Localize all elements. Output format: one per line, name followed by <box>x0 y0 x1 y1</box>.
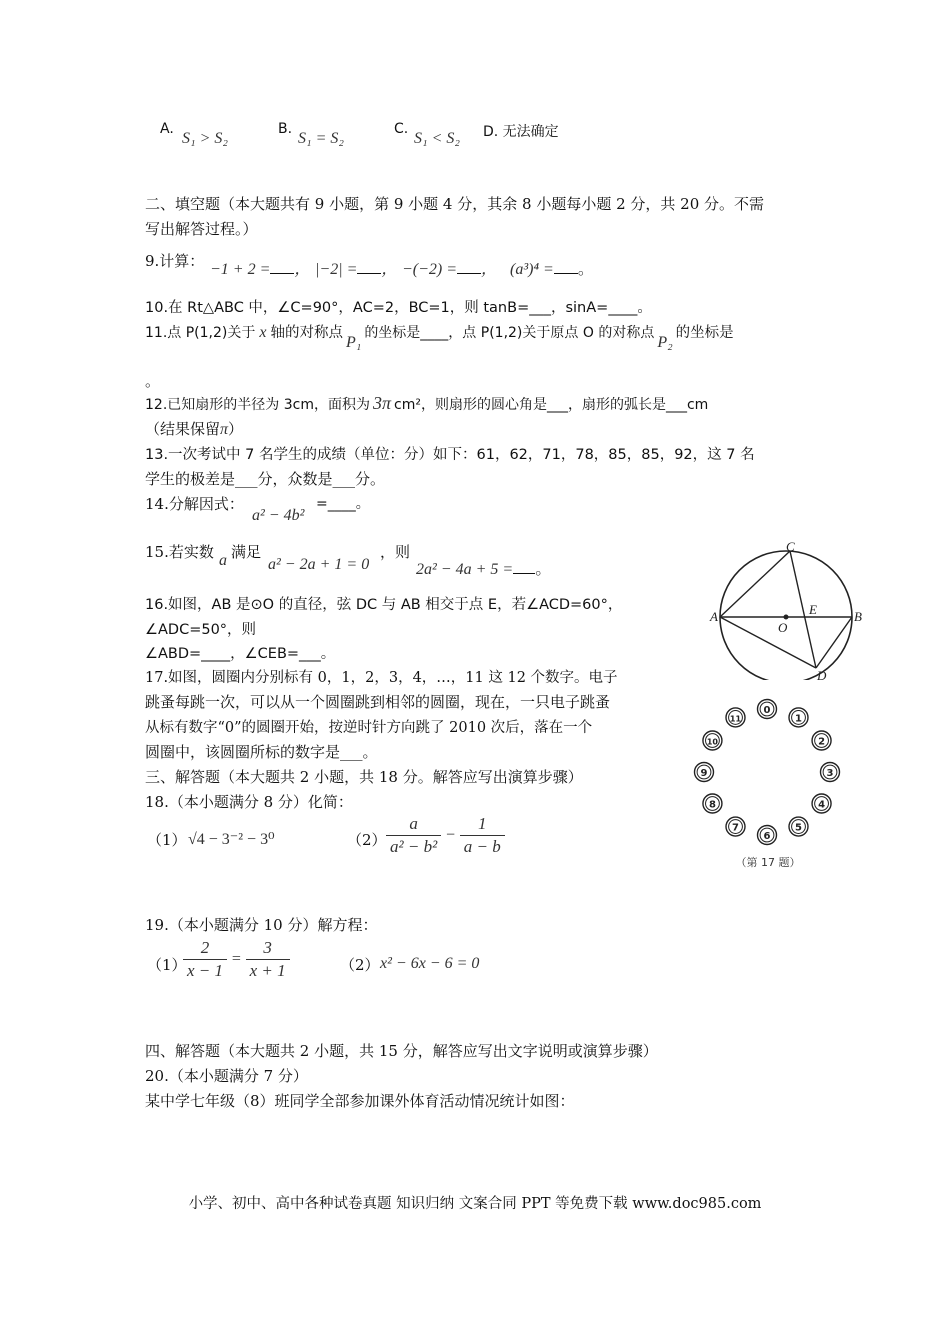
q16-line2: ∠ADC=50°，则 <box>145 622 257 638</box>
label-b: B <box>854 609 862 624</box>
q9-expr4: (a³)⁴ = 。 <box>510 261 594 278</box>
ring-circle-11 <box>726 708 745 727</box>
ring-number-1: 1 <box>795 713 802 725</box>
ring-circle-4 <box>812 794 831 813</box>
q12-line2: （结果保留π） <box>145 420 244 438</box>
option-c-label: C. <box>394 121 409 137</box>
q17-line2: 跳蚤每跳一次，可以从一个圆圈跳到相邻的圆圈，现在，一只电子跳蚤 <box>145 693 611 711</box>
q20-text: 某中学七年级（8）班同学全部参加课外体育活动情况统计如图： <box>145 1092 575 1110</box>
q9-expr2: |−2| = ， <box>315 261 398 278</box>
ring-number-11: 11 <box>729 714 742 724</box>
q19-title: 19.（本小题满分 10 分）解方程： <box>145 916 378 934</box>
option-b-label: B. <box>278 121 293 137</box>
ring-circle-2 <box>812 731 831 750</box>
figure-17-caption: （第 17 题） <box>735 856 801 869</box>
ring-number-7: 7 <box>732 822 739 834</box>
chord-ac <box>720 551 790 617</box>
q11-line2: 。 <box>145 372 161 390</box>
q16-line3: ∠ABD=____，∠CEB=___。 <box>145 646 336 662</box>
q18-part2-math: $\frac{a}{\text{a² − b²}}$ − $\frac{1}{a - b}$ <box>386 813 505 858</box>
q17-line3: 从标有数字“0”的圆圈开始，按逆时针方向跳了 2010 次后，落在一个 <box>145 720 593 736</box>
ring-number-5: 5 <box>795 822 802 834</box>
q14-prefix: 14.分解因式： <box>145 495 244 513</box>
option-c-math: S₁ < S₂ <box>414 130 460 147</box>
q19-part1-math: $\frac{2}{x - 1}$ = $\frac{3}{x + 1}$ <box>183 937 290 982</box>
ring-number-6: 6 <box>763 831 771 842</box>
q15-m1: a² − 2a + 1 = 0 <box>268 556 370 573</box>
q14-math: a² − 4b² <box>252 507 305 524</box>
ring-circle-6 <box>758 826 777 845</box>
label-d: D <box>817 668 827 680</box>
q15-p3: ，则 <box>380 543 411 561</box>
ring-circle-1 <box>789 708 808 727</box>
ring-number-8: 8 <box>708 799 716 811</box>
q15-m2: 2a² − 4a + 5 = 。 <box>416 561 552 578</box>
q12-line1: 12.已知扇形的半径为 3cm，面积为 3π cm²，则扇形的圆心角是___，扇形的弧长是___cm <box>145 393 709 413</box>
label-o: O <box>778 620 788 635</box>
footer-text: 小学、初中、高中各种试卷真题 知识归纳 文案合同 PPT 等免费下载 www.doc985.com <box>188 1196 762 1212</box>
q18-part1-math: √4 − 3⁻² − 3⁰ <box>188 831 275 848</box>
section2-heading-line1: 二、填空题（本大题共有 9 小题，第 9 小题 4 分，其余 8 小题每小题 2 分，共 20 分。不需 <box>145 195 765 213</box>
q17-line1: 17.如图，圆圈内分别标有 0，1，2，3，4，…，11 这 12 个数字。电子 <box>145 670 618 686</box>
q13-line2: 学生的极差是___分，众数是___分。 <box>145 470 386 488</box>
q14-eq: =____。 <box>316 496 370 512</box>
q18-part1-label: （1） <box>147 831 187 849</box>
q15-p1: 15.若实数 <box>145 543 214 561</box>
q9-expr1: −1 + 2 = ， <box>210 261 311 278</box>
label-e: E <box>809 602 817 617</box>
figure-17-number-ring <box>690 695 850 875</box>
label-a: A <box>710 609 718 624</box>
q15-a: a <box>219 552 227 569</box>
q9-prefix: 9.计算： <box>145 252 205 270</box>
option-a-math: S₁ > S₂ <box>182 130 228 147</box>
option-a-label: A. <box>160 121 174 137</box>
q20-title: 20.（本小题满分 7 分） <box>145 1067 308 1085</box>
ring-circle-5 <box>789 817 808 836</box>
q18-title: 18.（本小题满分 8 分）化简： <box>145 793 353 811</box>
center-point <box>784 615 788 619</box>
q19-part1-label: （1） <box>147 956 187 974</box>
option-d: D. 无法确定 <box>483 124 559 140</box>
label-c: C <box>786 540 795 554</box>
ring-number-0: 0 <box>763 705 771 716</box>
option-b-math: S₁ = S₂ <box>298 130 344 147</box>
ring-number-10: 10 <box>706 737 719 747</box>
ring-circle-9 <box>695 763 714 782</box>
chord-ad <box>720 617 816 668</box>
ring-circle-8 <box>703 794 722 813</box>
section4-heading: 四、解答题（本大题共 2 小题，共 15 分，解答应写出文字说明或演算步骤） <box>145 1042 658 1060</box>
ring-number-3: 3 <box>826 768 834 779</box>
q10-text: 10.在 Rt△ABC 中，∠C=90°，AC=2，BC=1，则 tanB=___，sinA=____。 <box>145 300 652 316</box>
q15-p2: 满足 <box>231 543 262 561</box>
q13-line1: 13.一次考试中 7 名学生的成绩（单位：分）如下：61，62，71，78，85，85，92，这 7 名 <box>145 447 755 463</box>
q9-expr3: −(−2) = ， <box>402 261 498 278</box>
q19-part2-label: （2） <box>340 956 380 974</box>
section2-heading-line2: 写出解答过程。） <box>145 220 258 238</box>
ring-number-4: 4 <box>818 799 826 811</box>
ring-circle-0 <box>758 700 777 719</box>
ring-number-2: 2 <box>818 736 826 748</box>
q19-part2-math: x² − 6x − 6 = 0 <box>380 955 480 972</box>
q11-line1: 11.点 P(1,2)关于 x 轴的对称点P₁的坐标是____，点 P(1,2)关于原点 O 的对称点P₂的坐标是 <box>145 324 734 351</box>
ring-circle-10 <box>703 731 722 750</box>
figure-16-circle-diagram <box>706 540 866 680</box>
ring-circle-3 <box>821 763 840 782</box>
q17-line4: 圆圈中，该圆圈所标的数字是___。 <box>145 743 378 761</box>
section3-heading: 三、解答题（本大题共 2 小题，共 18 分。解答应写出演算步骤） <box>145 768 583 786</box>
q18-part2-label: （2） <box>347 831 387 849</box>
q16-line1: 16.如图，AB 是⊙O 的直径，弦 DC 与 AB 相交于点 E，若∠ACD=60°， <box>145 597 623 613</box>
ring-number-9: 9 <box>700 768 708 779</box>
ring-circle-7 <box>726 817 745 836</box>
